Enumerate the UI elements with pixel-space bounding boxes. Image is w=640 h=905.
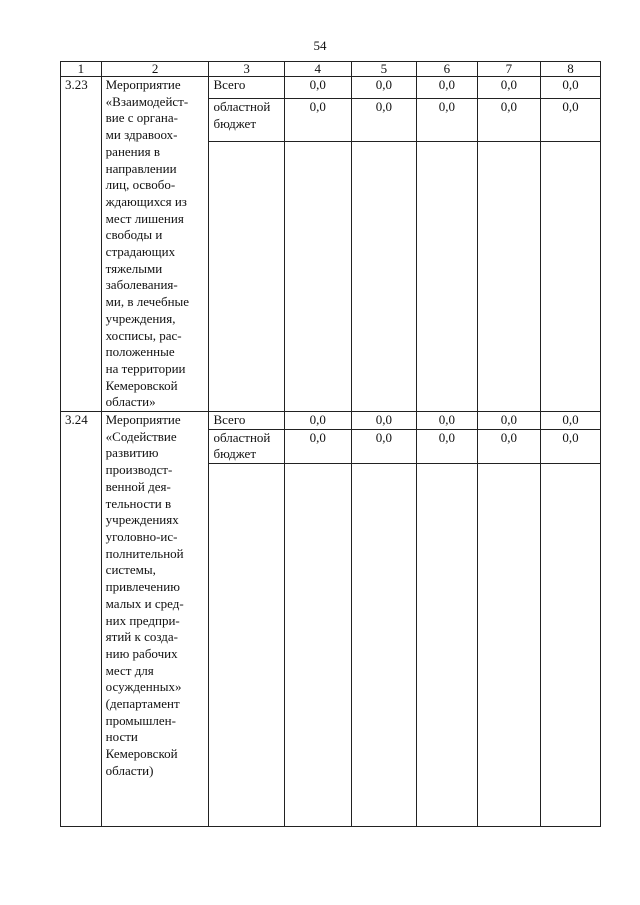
desc-line: лиц, освобо- bbox=[105, 177, 176, 193]
table-row bbox=[61, 77, 601, 99]
column-header: 8 bbox=[540, 62, 600, 77]
column-header: 5 bbox=[351, 62, 416, 77]
desc-line: Кемеровской bbox=[105, 746, 178, 762]
desc-line: ранения в bbox=[105, 143, 160, 159]
activity-description bbox=[101, 77, 209, 412]
source-line: бюджет bbox=[213, 115, 256, 131]
funding-source-total: Всего bbox=[209, 412, 284, 430]
funding-source-total: Всего bbox=[209, 77, 284, 99]
value-cell: 0,0 bbox=[351, 99, 416, 142]
desc-line: ности bbox=[105, 729, 138, 745]
desc-line: направлении bbox=[105, 160, 177, 176]
desc-line: «Взаимодейст- bbox=[105, 93, 189, 109]
desc-line: уголовно-ис- bbox=[105, 528, 178, 544]
desc-line: ми, в лечебные bbox=[105, 294, 190, 310]
value-cell: 0,0 bbox=[284, 77, 351, 99]
desc-line: них предпри- bbox=[105, 612, 180, 628]
desc-line: Мероприятие bbox=[105, 77, 181, 92]
value-cell: 0,0 bbox=[416, 412, 477, 430]
column-header: 7 bbox=[477, 62, 540, 77]
column-header: 1 bbox=[61, 62, 102, 77]
value-cell: 0,0 bbox=[351, 77, 416, 99]
desc-line: венной дея- bbox=[105, 478, 171, 494]
column-header: 2 bbox=[101, 62, 209, 77]
row-number: 3.23 bbox=[61, 77, 102, 412]
desc-line: производст- bbox=[105, 462, 173, 478]
desc-line: привлечению bbox=[105, 579, 180, 595]
activity-description bbox=[101, 412, 209, 827]
desc-line: учреждениях bbox=[105, 512, 179, 528]
value-cell: 0,0 bbox=[284, 99, 351, 142]
desc-line: страдающих bbox=[105, 244, 176, 260]
source-line: областной bbox=[213, 99, 271, 115]
value-cell: 0,0 bbox=[284, 429, 351, 463]
desc-line: ждающихся из bbox=[105, 193, 187, 209]
desc-line: промышлен- bbox=[105, 712, 176, 728]
desc-line: «Содействие bbox=[105, 428, 177, 444]
column-header: 6 bbox=[416, 62, 477, 77]
activity-3-23 bbox=[61, 77, 601, 412]
desc-line: области) bbox=[105, 762, 154, 778]
value-cell: 0,0 bbox=[477, 77, 540, 99]
column-header: 4 bbox=[284, 62, 351, 77]
table-row bbox=[61, 412, 601, 430]
value-cell: 0,0 bbox=[540, 99, 600, 142]
desc-line: заболевания- bbox=[105, 277, 178, 293]
desc-line: (департамент bbox=[105, 696, 180, 712]
value-cell: 0,0 bbox=[477, 99, 540, 142]
desc-line: ятий к созда- bbox=[105, 629, 178, 645]
desc-line: осужденных» bbox=[105, 679, 182, 695]
desc-line: ми здравоох- bbox=[105, 127, 178, 143]
desc-line: положенные bbox=[105, 344, 175, 360]
desc-line: тяжелыми bbox=[105, 260, 163, 276]
desc-line: мест для bbox=[105, 662, 154, 678]
desc-line: вие с органа- bbox=[105, 110, 178, 126]
desc-line: мест лишения bbox=[105, 210, 184, 226]
desc-line: Мероприятие bbox=[105, 412, 181, 428]
value-cell: 0,0 bbox=[351, 429, 416, 463]
value-cell: 0,0 bbox=[416, 77, 477, 99]
desc-line: хосписы, рас- bbox=[105, 327, 182, 343]
funding-source-regional bbox=[209, 429, 284, 463]
desc-line: развитию bbox=[105, 445, 159, 461]
desc-line: свободы и bbox=[105, 227, 163, 243]
desc-line: системы, bbox=[105, 562, 156, 578]
value-cell: 0,0 bbox=[351, 412, 416, 430]
value-cell: 0,0 bbox=[540, 412, 600, 430]
funding-source-regional bbox=[209, 99, 284, 142]
column-header: 3 bbox=[209, 62, 284, 77]
value-cell: 0,0 bbox=[540, 429, 600, 463]
column-number-row bbox=[61, 62, 601, 77]
desc-line: полнительной bbox=[105, 545, 184, 561]
value-cell: 0,0 bbox=[284, 412, 351, 430]
desc-line: учреждения, bbox=[105, 310, 176, 326]
source-line: бюджет bbox=[213, 446, 256, 462]
desc-line: области» bbox=[105, 394, 156, 410]
desc-line: нию рабочих bbox=[105, 645, 178, 661]
desc-line: на территории bbox=[105, 360, 186, 376]
source-line: областной bbox=[213, 429, 271, 445]
value-cell: 0,0 bbox=[477, 429, 540, 463]
value-cell: 0,0 bbox=[477, 412, 540, 430]
value-cell: 0,0 bbox=[540, 77, 600, 99]
activity-3-24 bbox=[61, 412, 601, 827]
budget-table bbox=[60, 61, 601, 827]
value-cell: 0,0 bbox=[416, 429, 477, 463]
desc-line: тельности в bbox=[105, 495, 172, 511]
desc-line: малых и сред- bbox=[105, 595, 184, 611]
value-cell: 0,0 bbox=[416, 99, 477, 142]
page-number: 54 bbox=[313, 38, 327, 53]
row-number: 3.24 bbox=[61, 412, 102, 827]
desc-line: Кемеровской bbox=[105, 377, 178, 393]
